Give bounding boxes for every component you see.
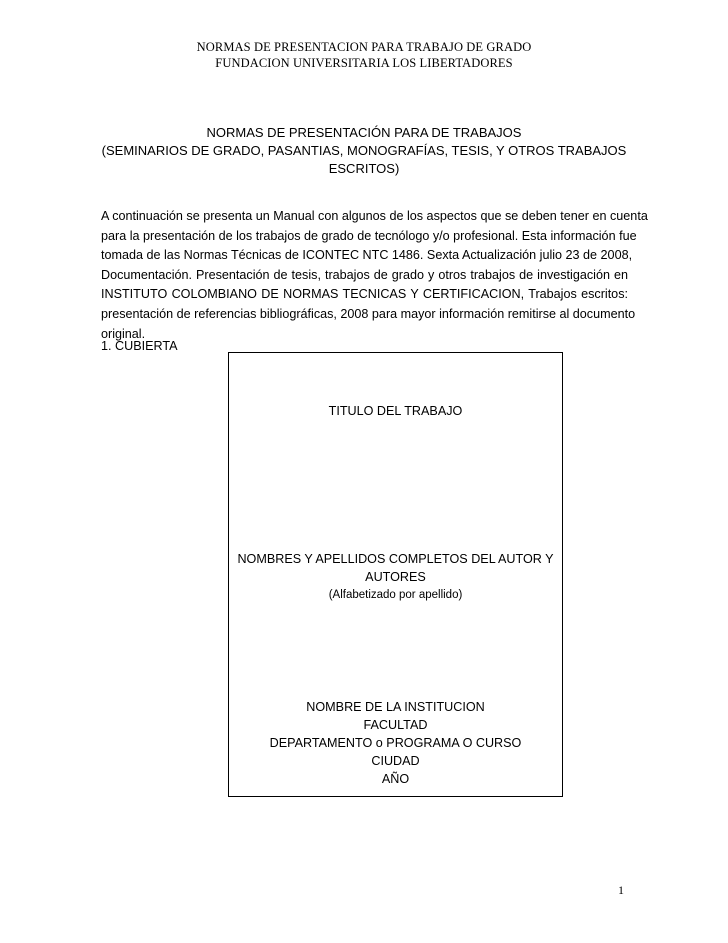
cover-department: DEPARTAMENTO o PROGRAMA O CURSO <box>269 736 522 750</box>
running-header-line-2: FUNDACION UNIVERSITARIA LOS LIBERTADORES <box>215 56 513 70</box>
cover-institution: NOMBRE DE LA INSTITUCION <box>306 700 485 714</box>
cover-institution-block <box>228 698 563 788</box>
cover-authors-line-1: NOMBRES Y APELLIDOS COMPLETOS DEL AUTOR Y <box>237 552 554 566</box>
intro-line: presentación de referencias bibliográficas, 2008 para mayor información remitirse al documento <box>101 306 636 321</box>
intro-line: Documentación. Presentación de tesis, trabajos de grado y otros trabajos de investigación en <box>101 267 628 282</box>
cover-title <box>228 402 563 420</box>
page-number: 1 <box>618 883 624 897</box>
document-title-line-3: ESCRITOS) <box>328 161 400 176</box>
document-title-line-2: (SEMINARIOS DE GRADO, PASANTIAS, MONOGRAFÍAS, TESIS, Y OTROS TRABAJOS <box>101 143 627 158</box>
intro-line: para la presentación de los trabajos de grado de tecnólogo y/o profesional. Esta información fue <box>101 228 637 243</box>
cover-title-text: TITULO DEL TRABAJO <box>328 404 463 418</box>
intro-paragraph <box>101 207 648 344</box>
running-header-line-1: NORMAS DE PRESENTACION PARA TRABAJO DE GRADO <box>196 40 532 54</box>
intro-line: tomada de las Normas Técnicas de ICONTEC NTC 1486. Sexta Actualización julio 23 de 2008, <box>101 248 633 263</box>
section-heading: 1. CUBIERTA <box>101 339 178 353</box>
cover-authors-line-2: AUTORES <box>365 570 426 584</box>
cover-year: AÑO <box>381 772 410 786</box>
document-title <box>96 124 632 178</box>
intro-line: INSTITUTO COLOMBIANO DE NORMAS TECNICAS Y CERTIFICACION, Trabajos escritos: <box>101 287 628 302</box>
cover-faculty: FACULTAD <box>363 718 428 732</box>
cover-authors-note: (Alfabetizado por apellido) <box>328 589 463 601</box>
intro-line: A continuación se presenta un Manual con algunos de los aspectos que se deben tener en cuenta <box>101 209 648 223</box>
document-title-line-1: NORMAS DE PRESENTACIÓN PARA DE TRABAJOS <box>206 125 522 140</box>
intro-line: original. <box>101 326 146 341</box>
cover-city: CIUDAD <box>371 754 420 768</box>
cover-authors <box>228 550 563 604</box>
